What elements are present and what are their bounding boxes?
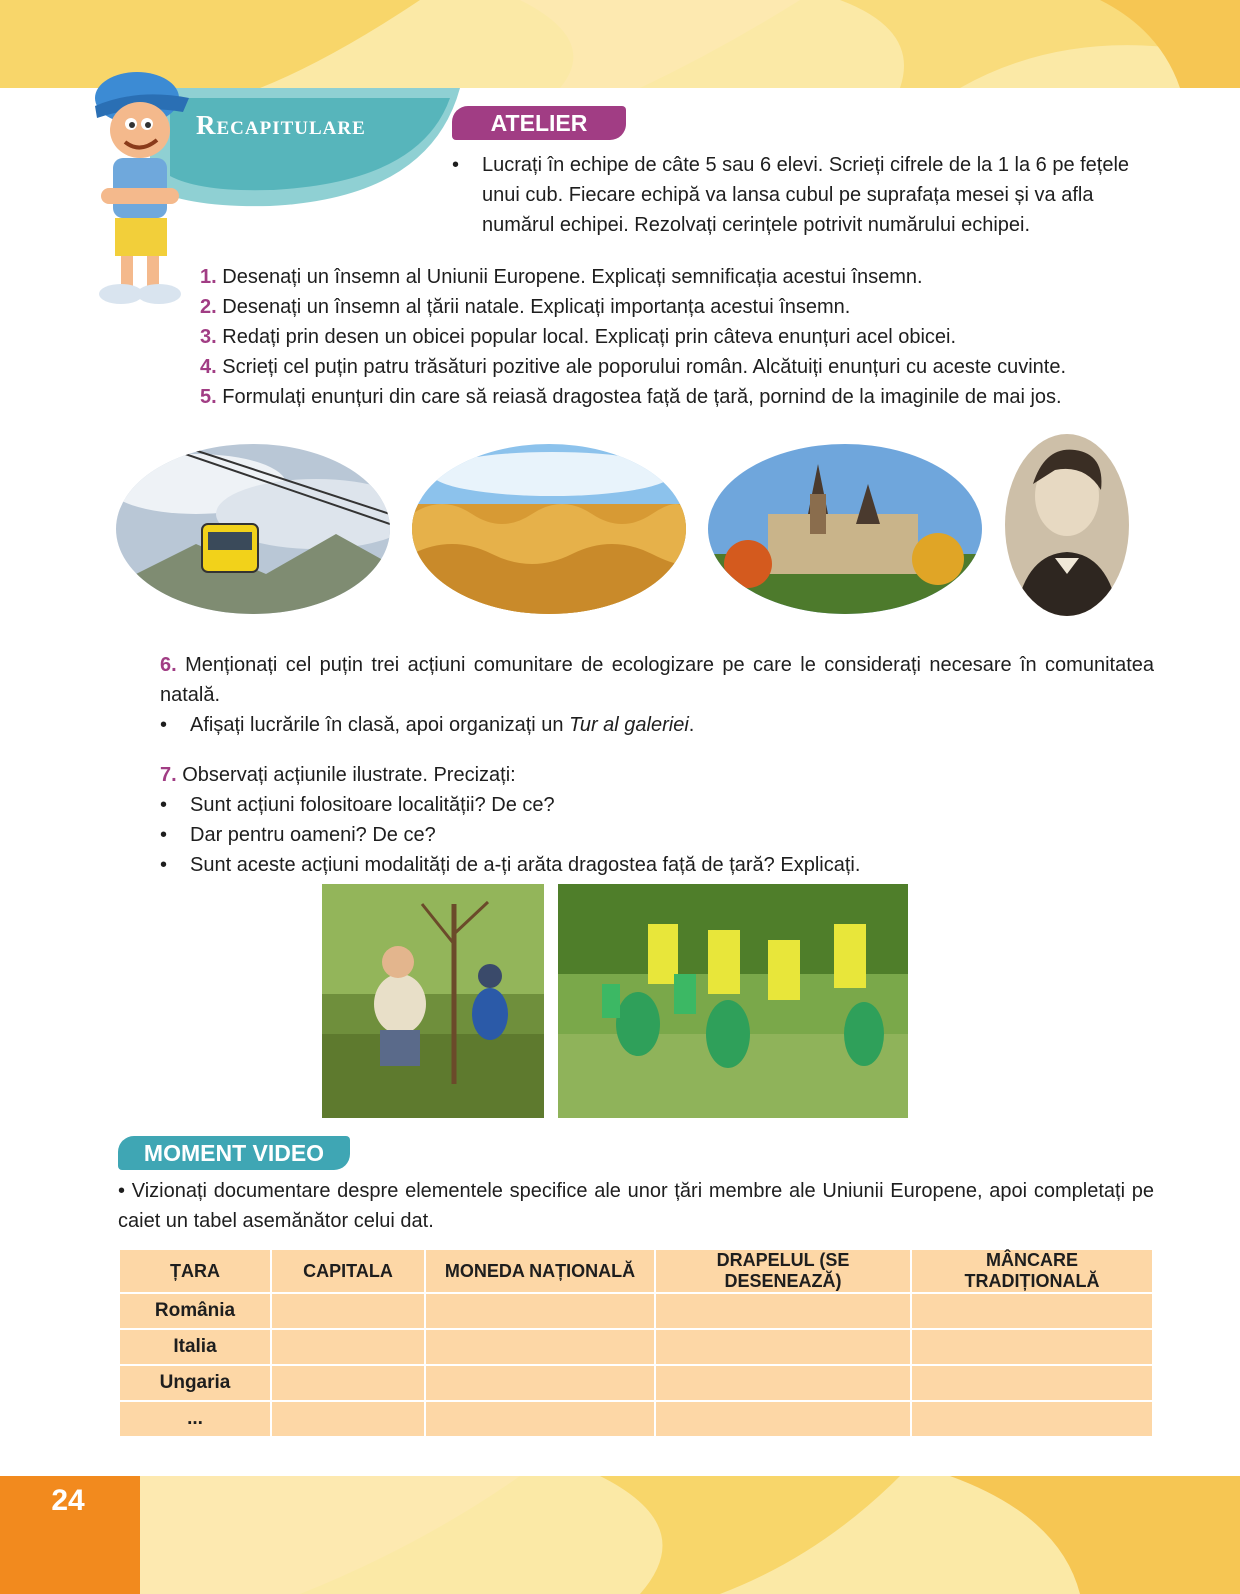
table-row: [119, 1365, 1153, 1401]
bullet-text: Sunt acțiuni folositoare localității? De ce?: [190, 794, 555, 816]
bullet-dot: •: [160, 824, 168, 846]
task-number: 1.: [200, 266, 217, 288]
cable-car-photo: [116, 444, 390, 614]
col-header-flag: DRAPELUL (SE DESENEAZĂ): [655, 1249, 911, 1293]
empty-cell: [271, 1401, 425, 1437]
task-number: 6.: [160, 654, 177, 676]
bullet-text: Afișați lucrările în clasă, apoi organizați un: [190, 714, 570, 736]
video-instruction: • Vizionați documentare despre elementele specifice ale unor țări membre ale Uniunii Europene, apoi completați pe caiet un tabel asemănător celui dat.: [118, 1180, 1154, 1232]
bullet-dot: •: [160, 794, 168, 816]
country-cell: România: [119, 1293, 271, 1329]
task-text: Menționați cel puțin trei acțiuni comunitare de ecologizare pe care le considerați necesare în comunitatea natală.: [160, 654, 1154, 706]
table-row: [119, 1329, 1153, 1365]
task-6-bullet: [160, 710, 1154, 740]
task-7-bullet: [160, 850, 1154, 880]
empty-cell: [271, 1365, 425, 1401]
empty-cell: [655, 1329, 911, 1365]
empty-cell: [271, 1329, 425, 1365]
table-header-row: [119, 1249, 1153, 1293]
boy-mascot-illustration: [85, 68, 195, 310]
task-text: Observați acțiunile ilustrate. Precizați:: [182, 764, 516, 786]
task-number: 2.: [200, 296, 217, 318]
task-item: [200, 292, 1160, 322]
recap-title: Recapitulare: [196, 110, 366, 140]
intro-instruction: [452, 150, 1154, 240]
peles-castle-photo: [708, 444, 982, 614]
task-item: [200, 322, 1160, 352]
intro-text: Lucrați în echipe de câte 5 sau 6 elevi. Scrieți cifrele de la 1 la 6 pe fețele unui cub. Fiecare echipă va lansa cubul pe suprafața mesei și va afla numărul echipei. Rezolvați cerințele potrivit numărului echipei.: [482, 154, 1130, 236]
wheat-field-photo: [412, 444, 686, 614]
task-list: [200, 262, 1160, 412]
eminescu-portrait-photo: [1005, 434, 1129, 616]
recap-banner: [150, 88, 460, 208]
task-number: 5.: [200, 386, 217, 408]
empty-cell: [425, 1401, 655, 1437]
page-number: 24: [51, 1484, 85, 1517]
moment-video-badge: MOMENT VIDEO: [118, 1136, 350, 1170]
col-header-capital: CAPITALA: [271, 1249, 425, 1293]
task-number: 7.: [160, 764, 177, 786]
country-cell: Italia: [119, 1329, 271, 1365]
task-item: [200, 382, 1160, 412]
task-number: 3.: [200, 326, 217, 348]
col-header-food: MÂNCARE TRADIȚIONALĂ: [911, 1249, 1153, 1293]
bottom-decor-band: [0, 1476, 1240, 1594]
bullet-dot: •: [160, 854, 168, 876]
empty-cell: [655, 1365, 911, 1401]
empty-cell: [911, 1401, 1153, 1437]
table-row: [119, 1293, 1153, 1329]
bullet-text-end: .: [688, 714, 695, 736]
col-header-country: ȚARA: [119, 1249, 271, 1293]
task-text: Desenați un însemn al Uniunii Europene. Explicați semnificația acestui însemn.: [222, 266, 923, 288]
table-row: [119, 1401, 1153, 1437]
empty-cell: [911, 1329, 1153, 1365]
eu-countries-table: [118, 1248, 1154, 1438]
empty-cell: [911, 1365, 1153, 1401]
country-cell: ...: [119, 1401, 271, 1437]
task-number: 4.: [200, 356, 217, 378]
tree-planting-photo: [322, 884, 544, 1118]
task-item: [200, 262, 1160, 292]
task-text: Redați prin desen un obicei popular local. Explicați prin câteva enunțuri acel obicei.: [222, 326, 957, 348]
empty-cell: [425, 1293, 655, 1329]
bullet-text: Sunt aceste acțiuni modalități de a-ți arăta dragostea față de țară? Explicați.: [190, 854, 861, 876]
task-6: [160, 650, 1154, 740]
country-cell: Ungaria: [119, 1365, 271, 1401]
empty-cell: [425, 1329, 655, 1365]
task-7-bullet: [160, 790, 1154, 820]
col-header-currency: MONEDA NAȚIONALĂ: [425, 1249, 655, 1293]
park-cleanup-photo: [558, 884, 908, 1118]
task-item: [200, 352, 1160, 382]
empty-cell: [425, 1365, 655, 1401]
task-7-bullet: [160, 820, 1154, 850]
bullet-dot: •: [452, 154, 460, 176]
task-text: Scrieți cel puțin patru trăsături pozitive ale poporului român. Alcătuiți enunțuri cu aceste cuvinte.: [222, 356, 1067, 378]
gallery-tour-term: Tur al galeriei: [569, 714, 689, 736]
task-7: [160, 760, 1154, 880]
atelier-badge: ATELIER: [452, 106, 626, 140]
empty-cell: [271, 1293, 425, 1329]
bullet-dot: •: [160, 714, 168, 736]
empty-cell: [911, 1293, 1153, 1329]
task-text: Formulați enunțuri din care să reiasă dragostea față de țară, pornind de la imaginile de mai jos.: [222, 386, 1062, 408]
bullet-text: Dar pentru oameni? De ce?: [190, 824, 436, 846]
empty-cell: [655, 1401, 911, 1437]
task-text: Desenați un însemn al țării natale. Explicați importanța acestui însemn.: [222, 296, 851, 318]
empty-cell: [655, 1293, 911, 1329]
